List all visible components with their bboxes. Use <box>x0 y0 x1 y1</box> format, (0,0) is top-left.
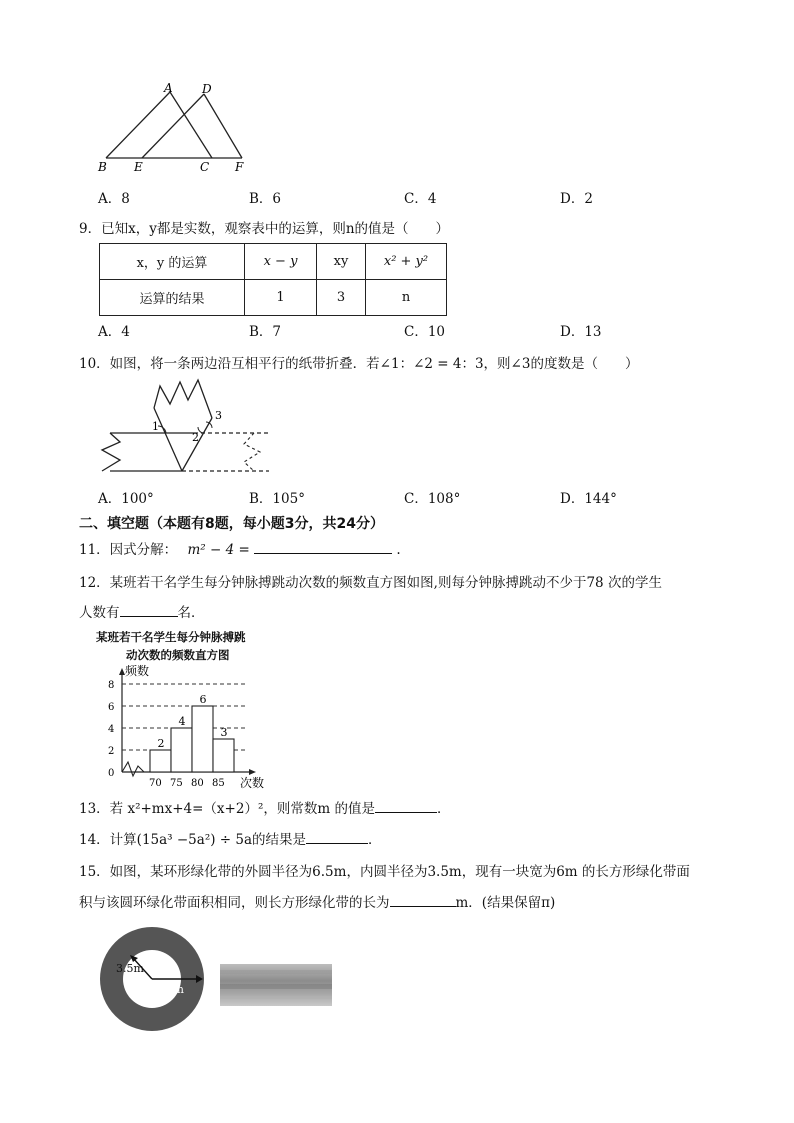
x-tick-label: 75 <box>170 778 183 789</box>
point-d-label: D <box>202 82 212 96</box>
q12-text-b: 名． <box>177 605 205 621</box>
q11-period: . <box>396 542 401 558</box>
y-tick-label: 2 <box>108 746 115 757</box>
q12-answer-blank[interactable] <box>120 602 178 617</box>
point-f-label: F <box>235 160 244 174</box>
q15-line-1: 15．如图，某环形绿化带的外圆半径为6.5m，内圆半径为3.5m，现有一块宽为6m 的长方形绿化带面 <box>79 864 690 880</box>
histogram-bar <box>192 706 213 772</box>
histogram-bar <box>171 728 192 772</box>
q12-line-2 <box>79 601 205 621</box>
q8-option-d: D．2 <box>560 191 593 207</box>
q10-option-b: B．105° <box>249 491 305 507</box>
y-tick-label: 4 <box>108 724 115 735</box>
q9-row-label: 运算的结果 <box>100 280 245 316</box>
rectangle-greenbelt-figure <box>220 964 332 1006</box>
q10-option-c: C．108° <box>404 491 461 507</box>
bar-value-label: 4 <box>178 715 186 728</box>
y-axis-label: 频数 <box>125 664 150 678</box>
q9-stem: 9．已知x，y都是实数，观察表中的运算，则n的值是（ ） <box>79 221 450 237</box>
q8-option-b: B．6 <box>249 191 282 207</box>
x-tick-label: 85 <box>212 778 225 789</box>
q14-line <box>79 828 382 848</box>
q15-text-b: m．(结果保留π) <box>455 895 556 911</box>
outer-radius-label: 6.5m <box>156 983 184 996</box>
q9-header-sumsq: x² + y² <box>366 244 447 280</box>
q10-stem: 10．如图，将一条两边沿互相平行的纸带折叠．若∠1：∠2 = 4：3，则∠3的度数是（ ） <box>79 356 639 372</box>
point-b-label: B <box>98 160 107 174</box>
q14-period: ． <box>368 832 382 848</box>
bar-value-label: 3 <box>220 726 228 739</box>
x-tick-label: 70 <box>149 778 162 789</box>
x-axis-arrow <box>249 769 256 775</box>
x-tick-label: 80 <box>191 778 204 789</box>
bar-value-label: 6 <box>199 693 207 706</box>
chart-title-line-2: 动次数的频数直方图 <box>126 648 230 662</box>
q8-option-c: C．4 <box>404 191 437 207</box>
y-tick-label: 0 <box>108 768 115 779</box>
q13-answer-blank[interactable] <box>375 798 437 813</box>
bar-value-label: 2 <box>157 737 165 750</box>
q12-line-1: 12．某班若干名学生每分钟脉搏跳动次数的频数直方图如图,则每分钟脉搏跳动不少于78 次的学生 <box>79 575 662 591</box>
angle-1-label: 1 <box>152 420 159 433</box>
q9-value-3: n <box>366 280 447 316</box>
q12-text-a: 人数有 <box>79 605 120 621</box>
x-axis-label: 次数 <box>240 776 265 790</box>
q11-answer-blank[interactable] <box>254 539 392 554</box>
inner-radius-label: 3.5m <box>116 962 144 975</box>
angle-2-label: 2 <box>192 431 199 444</box>
q9-header-product: xy <box>317 244 366 280</box>
q9-option-b: B．7 <box>249 324 282 340</box>
q11-text: 11．因式分解： <box>79 542 178 558</box>
q10-folded-strip-figure <box>94 378 274 476</box>
point-c-label: C <box>200 160 210 174</box>
q9-header-minus: x − y <box>245 244 317 280</box>
q9-table <box>99 243 447 316</box>
q11-line <box>79 538 401 558</box>
q14-answer-blank[interactable] <box>306 829 368 844</box>
axis-break <box>122 762 144 776</box>
y-tick-label: 8 <box>108 680 115 691</box>
section-2-heading: 二、填空题（本题有8题，每小题3分，共24分） <box>79 516 384 532</box>
q9-option-a: A．4 <box>98 324 130 340</box>
q13-period: ． <box>436 801 451 817</box>
q8-option-a: A．8 <box>98 191 130 207</box>
chart-title-line-1: 某班若干名学生每分钟脉搏跳 <box>96 630 246 644</box>
q9-option-c: C．10 <box>404 324 446 340</box>
angle-3-label: 3 <box>215 409 222 422</box>
q9-header-label: x，y 的运算 <box>100 244 245 280</box>
q15-text-a: 积与该圆环绿化带面积相同，则长方形绿化带的长为 <box>79 895 390 911</box>
point-e-label: E <box>134 160 143 174</box>
frequency-histogram <box>96 664 276 792</box>
y-tick-label: 6 <box>108 702 115 713</box>
ring-greenbelt-figure <box>94 926 214 1036</box>
histogram-bar <box>150 750 171 772</box>
q9-option-d: D．13 <box>560 324 602 340</box>
q13-text: 13．若 x²+mx+4=（x+2）²，则常数m 的值是 <box>79 801 375 817</box>
q9-value-2: 3 <box>317 280 366 316</box>
q9-value-1: 1 <box>245 280 317 316</box>
q10-option-a: A．100° <box>98 491 154 507</box>
q15-answer-blank[interactable] <box>390 892 456 907</box>
q14-text: 14．计算(15a³ −5a²) ÷ 5a的结果是 <box>79 832 307 848</box>
q8-triangle-figure <box>92 80 252 176</box>
histogram-bar <box>213 739 234 772</box>
point-a-label: A <box>164 81 173 95</box>
q11-expression: m² − 4 = <box>187 542 250 558</box>
q15-line-2 <box>79 891 555 911</box>
q13-line <box>79 797 450 817</box>
q10-option-d: D．144° <box>560 491 617 507</box>
